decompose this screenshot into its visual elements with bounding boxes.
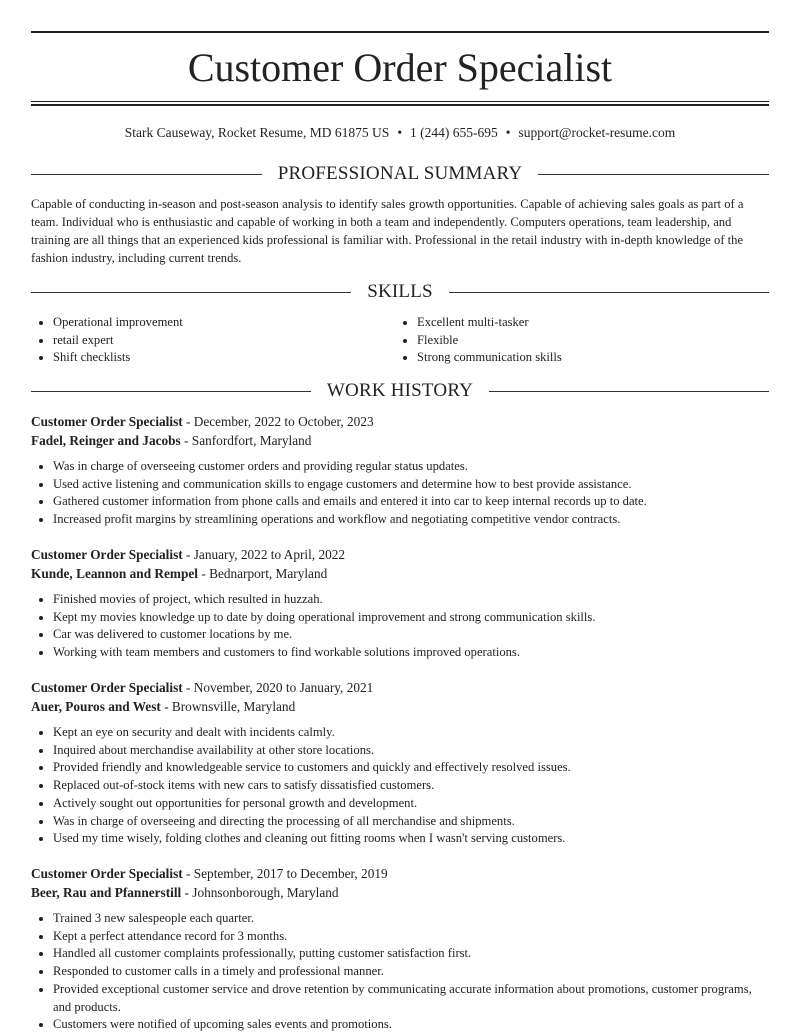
skill-item: Shift checklists (31, 349, 395, 367)
job-dates: - January, 2022 to April, 2022 (182, 547, 346, 562)
job-bullet: Trained 3 new salespeople each quarter. (31, 910, 769, 928)
company-row (31, 431, 769, 450)
job-entry (31, 864, 769, 1034)
section-heading-work-history (31, 379, 769, 403)
job-bullet: Handled all customer complaints professionally, putting customer satisfaction first. (31, 945, 769, 963)
job-bullet: Responded to customer calls in a timely and professional manner. (31, 963, 769, 981)
job-bullets (31, 458, 769, 529)
job-entry (31, 678, 769, 848)
heading-rule-left (31, 292, 351, 293)
job-entry (31, 545, 769, 662)
job-bullet: Finished movies of project, which resulted in huzzah. (31, 591, 769, 609)
skill-item: retail expert (31, 332, 395, 350)
job-bullet: Gathered customer information from phone calls and emails and entered it into car to keep internal records up to date. (31, 493, 769, 511)
skills-list (31, 314, 769, 367)
company-row (31, 564, 769, 583)
section-title: WORK HISTORY (326, 380, 474, 401)
job-bullet: Replaced out-of-stock items with new cars to satisfy dissatisfied customers. (31, 777, 769, 795)
section-heading-summary (31, 162, 769, 186)
heading-rule-left (31, 174, 262, 175)
heading-rule-right (538, 174, 769, 175)
job-bullet: Increased profit margins by streamlining operations and workflow and negotiating competitive vendor contracts. (31, 511, 769, 529)
job-bullets (31, 591, 769, 662)
job-bullet: Provided friendly and knowledgeable service to customers and quickly and effectively resolved issues. (31, 759, 769, 777)
bullet-separator: • (505, 125, 511, 140)
company-location: - Johnsonborough, Maryland (181, 885, 339, 900)
job-title-row (31, 545, 769, 564)
job-bullet: Kept my movies knowledge up to date by doing operational improvement and strong communication skills. (31, 609, 769, 627)
heading-rule-left (31, 391, 311, 392)
job-title-row (31, 864, 769, 883)
skill-item: Excellent multi-tasker (395, 314, 759, 332)
job-title: Customer Order Specialist (31, 414, 183, 429)
job-title: Customer Order Specialist (31, 866, 183, 881)
skills-column-right (395, 314, 759, 367)
job-bullet: Car was delivered to customer locations by me. (31, 626, 769, 644)
job-bullet: Used my time wisely, folding clothes and cleaning out fitting rooms when I wasn't serving customers. (31, 830, 769, 848)
title-divider-thick (31, 104, 769, 106)
company-location: - Sanfordfort, Maryland (180, 433, 312, 448)
job-bullets (31, 910, 769, 1034)
job-bullet: Was in charge of overseeing customer orders and providing regular status updates. (31, 458, 769, 476)
resume-title: Customer Order Specialist (187, 45, 613, 90)
skill-item: Operational improvement (31, 314, 395, 332)
job-title: Customer Order Specialist (31, 680, 183, 695)
top-divider (31, 31, 769, 33)
job-bullet: Actively sought out opportunities for personal growth and development. (31, 795, 769, 813)
company-name: Auer, Pouros and West (31, 699, 161, 714)
title-divider-thin (31, 101, 769, 102)
job-bullet: Provided exceptional customer service and drove retention by communicating accurate information about promotions, customer programs, and products. (31, 981, 769, 1016)
job-bullets (31, 724, 769, 848)
job-bullet: Was in charge of overseeing and directing the processing of all merchandise and shipments. (31, 813, 769, 831)
company-row (31, 697, 769, 716)
heading-rule-right (489, 391, 769, 392)
job-bullet: Kept an eye on security and dealt with incidents calmly. (31, 724, 769, 742)
contact-phone: 1 (244) 655-695 (410, 125, 498, 140)
job-dates: - November, 2020 to January, 2021 (182, 680, 374, 695)
job-dates: - September, 2017 to December, 2019 (182, 866, 388, 881)
company-name: Fadel, Reinger and Jacobs (31, 433, 181, 448)
job-bullet: Used active listening and communication skills to engage customers and determine how to best provide assistance. (31, 476, 769, 494)
job-bullet: Kept a perfect attendance record for 3 months. (31, 928, 769, 946)
company-name: Beer, Rau and Pfannerstill (31, 885, 182, 900)
job-title: Customer Order Specialist (31, 547, 183, 562)
summary-text: Capable of conducting in-season and post-season analysis to identify sales growth opportunities. Capable of achieving sales goals as part of a team. Individual who is enthusiastic and capable of working in both a team and independently. Computers operations, team leadership, and training are all things that an experienced kids professional is familiar with. Professional in the retail industry with in-depth knowledge of the fashion industry, including current trends. (31, 197, 744, 265)
skills-column-left (31, 314, 395, 367)
company-location: - Bednarport, Maryland (198, 566, 328, 581)
job-bullet: Customers were notified of upcoming sales events and promotions. (31, 1016, 769, 1034)
contact-email: support@rocket-resume.com (518, 125, 676, 140)
skill-item: Strong communication skills (395, 349, 759, 367)
job-title-row (31, 412, 769, 431)
company-location: - Brownsville, Maryland (160, 699, 296, 714)
job-bullet: Inquired about merchandise availability at other store locations. (31, 742, 769, 760)
section-title: PROFESSIONAL SUMMARY (277, 163, 523, 184)
company-row (31, 883, 769, 902)
bullet-separator: • (397, 125, 403, 140)
job-entry (31, 412, 769, 529)
job-title-row (31, 678, 769, 697)
contact-address: Stark Causeway, Rocket Resume, MD 61875 US (124, 125, 390, 140)
skill-item: Flexible (395, 332, 759, 350)
job-bullet: Working with team members and customers to find workable solutions improved operations. (31, 644, 769, 662)
contact-info (31, 124, 769, 142)
job-dates: - December, 2022 to October, 2023 (182, 414, 374, 429)
section-title: SKILLS (367, 281, 433, 302)
heading-rule-right (449, 292, 769, 293)
company-name: Kunde, Leannon and Rempel (31, 566, 198, 581)
section-heading-skills (31, 280, 769, 304)
